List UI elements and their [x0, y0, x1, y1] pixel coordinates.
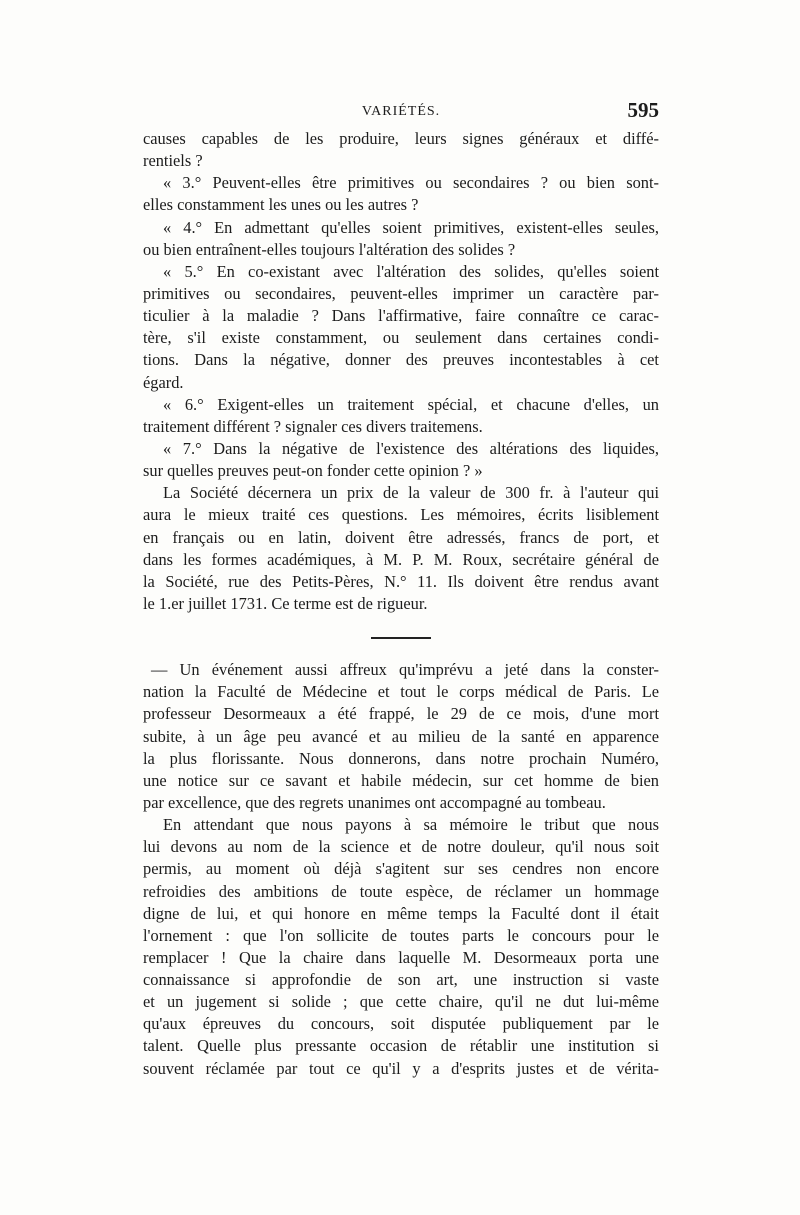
text-line: et un jugement si solide ; que cette chaire, qu'il ne dut lui-même [143, 992, 659, 1012]
text-line: tère, s'il existe constamment, ou seulement dans certaines condi- [143, 328, 659, 348]
text-line: En attendant que nous payons à sa mémoire le tribut que nous [163, 815, 659, 835]
text-line: tions. Dans la négative, donner des preuves incontestables à cet [143, 350, 659, 370]
text-line: rentiels ? [143, 151, 203, 171]
section-divider [371, 637, 431, 639]
text-line: ou bien entraînent-elles toujours l'altération des solides ? [143, 239, 516, 259]
text-line: qu'aux épreuves du concours, soit disputée publiquement par le [143, 1014, 659, 1034]
text-line: égard. [143, 372, 184, 392]
text-line: traitement différent ? signaler ces divers traitemens. [143, 416, 483, 436]
text-line: souvent réclamée par tout ce qu'il y a d'esprits justes et de vérita- [143, 1058, 659, 1078]
text-line: primitives ou secondaires, peuvent-elles imprimer un caractère par- [143, 283, 659, 303]
page-header [143, 98, 659, 128]
text-line: remplacer ! Que la chaire dans laquelle M. Desormeaux porta une [143, 947, 659, 967]
text-line: « 4.° En admettant qu'elles soient primitives, existent-elles seules, [163, 217, 659, 237]
text-line: dans les formes académiques, à M. P. M. Roux, secrétaire général de [143, 549, 659, 569]
text-line: refroidies des ambitions de toute espèce, de réclamer un hommage [143, 881, 659, 901]
text-line: elles constamment les unes ou les autres ? [143, 195, 419, 215]
text-line: par excellence, que des regrets unanimes ont accompagné au tombeau. [143, 792, 606, 812]
text-line: ticulier à la maladie ? Dans l'affirmative, faire connaître ce carac- [143, 306, 659, 326]
body-text [143, 128, 659, 1080]
text-line: La Société décernera un prix de la valeur de 300 fr. à l'auteur qui [163, 483, 659, 503]
text-line: une notice sur ce savant et habile médecin, sur cet homme de bien [143, 770, 659, 790]
text-line: « 6.° Exigent-elles un traitement spécial, et chacune d'elles, un [163, 394, 659, 414]
text-line: subite, à un âge peu avancé et au milieu de la santé en apparence [143, 726, 659, 746]
text-line: la plus florissante. Nous donnerons, dans notre prochain Numéro, [143, 748, 659, 768]
text-line: talent. Quelle plus pressante occasion de rétablir une institution si [143, 1036, 659, 1056]
text-line: lui devons au nom de la science et de notre douleur, qu'il nous soit [143, 837, 659, 857]
text-line: le 1.er juillet 1731. Ce terme est de rigueur. [143, 593, 428, 613]
text-line: nation la Faculté de Médecine et tout le corps médical de Paris. Le [143, 682, 659, 702]
text-line: en français ou en latin, doivent être adressés, francs de port, et [143, 527, 659, 547]
text-line: la Société, rue des Petits-Pères, N.° 11. Ils doivent être rendus avant [143, 571, 659, 591]
page-number: 595 [627, 98, 659, 122]
text-line: « 3.° Peuvent-elles être primitives ou secondaires ? ou bien sont- [163, 173, 659, 193]
text-line: « 5.° En co-existant avec l'altération des solides, qu'elles soient [163, 261, 659, 281]
text-line: « 7.° Dans la négative de l'existence des altérations des liquides, [163, 438, 659, 458]
text-line: digne de lui, et qui honore en même temps la Faculté dont il était [143, 903, 659, 923]
text-line: permis, au moment où déjà s'agitent sur ses cendres non encore [143, 859, 659, 879]
text-line: l'ornement : que l'on sollicite de toutes parts le concours pour le [143, 925, 659, 945]
running-head: VARIÉTÉS. [361, 104, 441, 119]
text-line: aura le mieux traité ces questions. Les mémoires, écrits lisiblement [143, 505, 659, 525]
text-line: connaissance si approfondie de son art, une instruction si vaste [143, 970, 659, 990]
text-line: — Un événement aussi affreux qu'imprévu a jeté dans la conster- [151, 660, 659, 680]
text-line: sur quelles preuves peut-on fonder cette opinion ? » [143, 461, 483, 481]
text-line: professeur Desormeaux a été frappé, le 29 de ce mois, d'une mort [143, 704, 659, 724]
text-line: causes capables de les produire, leurs signes généraux et diffé- [143, 129, 659, 148]
